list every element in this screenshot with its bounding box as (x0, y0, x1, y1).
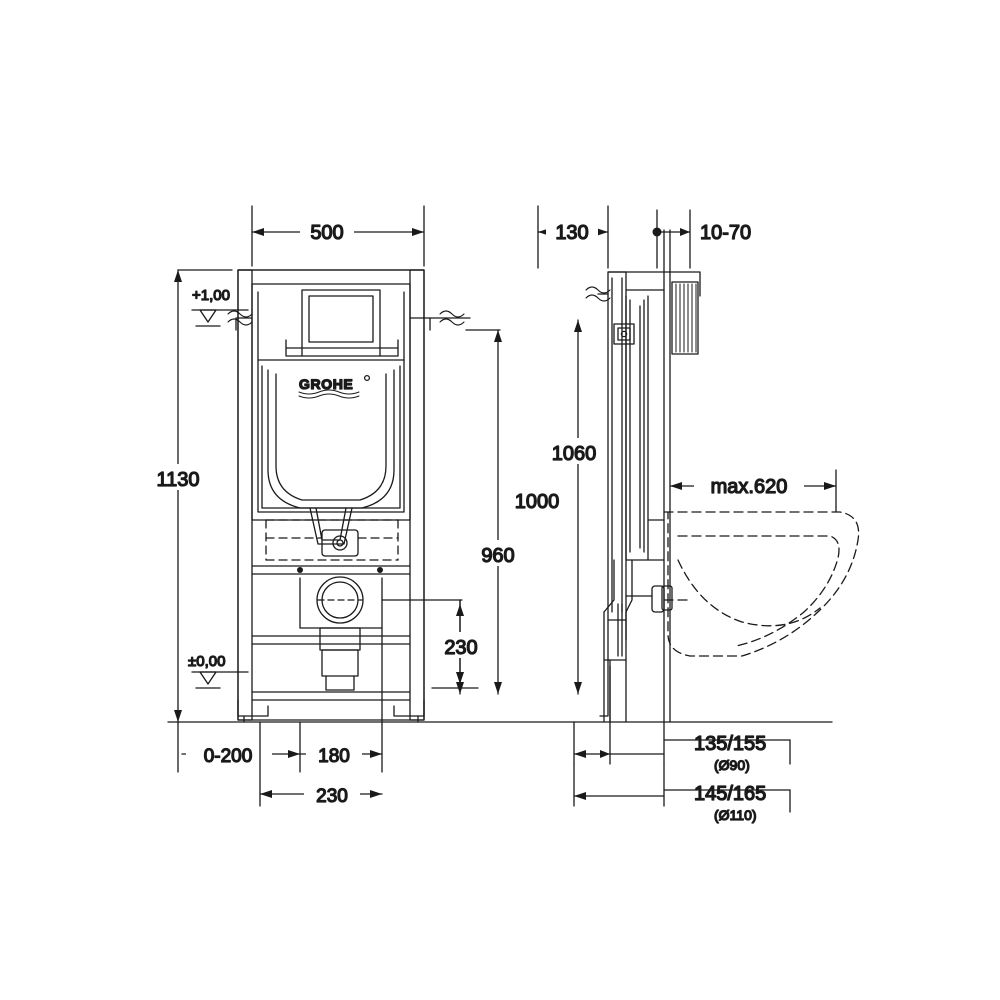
dim-label-max-620: max.620 (710, 476, 788, 498)
dim-label-135-155-sub: (Ø90) (714, 757, 750, 773)
flush-pipe-connector (322, 530, 358, 556)
dim-label-1060: 1060 (551, 443, 597, 465)
dim-label-10-70: 10-70 (700, 222, 752, 244)
dim-label-230-right: 230 (444, 637, 478, 659)
dim-label-145-165-sub: (Ø110) (714, 807, 757, 823)
flush-plate-opening (286, 290, 398, 356)
outlet-bend-front (300, 577, 382, 690)
grohe-logo-text: GROHE (299, 376, 354, 392)
dim-0-200 (178, 722, 300, 772)
dim-label-960: 960 (481, 545, 515, 567)
dim-label-130: 130 (555, 222, 589, 244)
dim-label-0-200: 0-200 (203, 746, 253, 767)
dim-outlet-110 (574, 764, 790, 823)
grohe-logo (297, 374, 371, 400)
dim-230-right (432, 600, 486, 688)
dim-label-230-bottom: 230 (316, 786, 348, 807)
dim-label-1130: 1130 (156, 469, 200, 491)
cistern-body (252, 284, 410, 544)
front-frame-outline (238, 270, 424, 722)
dim-label-135-155: 135/155 (694, 733, 767, 755)
side-view-frame (586, 230, 700, 722)
wc-bowl-outline (664, 512, 859, 656)
dim-label-500: 500 (310, 222, 344, 244)
dim-500 (252, 206, 424, 266)
dim-label-145-165: 145/165 (694, 783, 767, 805)
dim-label-1000: 1000 (514, 491, 560, 513)
dim-label-zero: ±0,00 (188, 653, 226, 670)
level-mark-bottom (188, 653, 248, 688)
dim-960 (382, 540, 524, 694)
dim-10-70 (653, 210, 752, 268)
dim-max-620 (670, 470, 836, 512)
dim-label-180: 180 (318, 746, 350, 767)
mid-cross-rail (252, 566, 410, 574)
dim-130 (538, 206, 608, 268)
front-wall-brackets (228, 311, 470, 330)
level-mark-top (192, 287, 248, 326)
dim-label-plus-one: +1,00 (192, 287, 230, 304)
